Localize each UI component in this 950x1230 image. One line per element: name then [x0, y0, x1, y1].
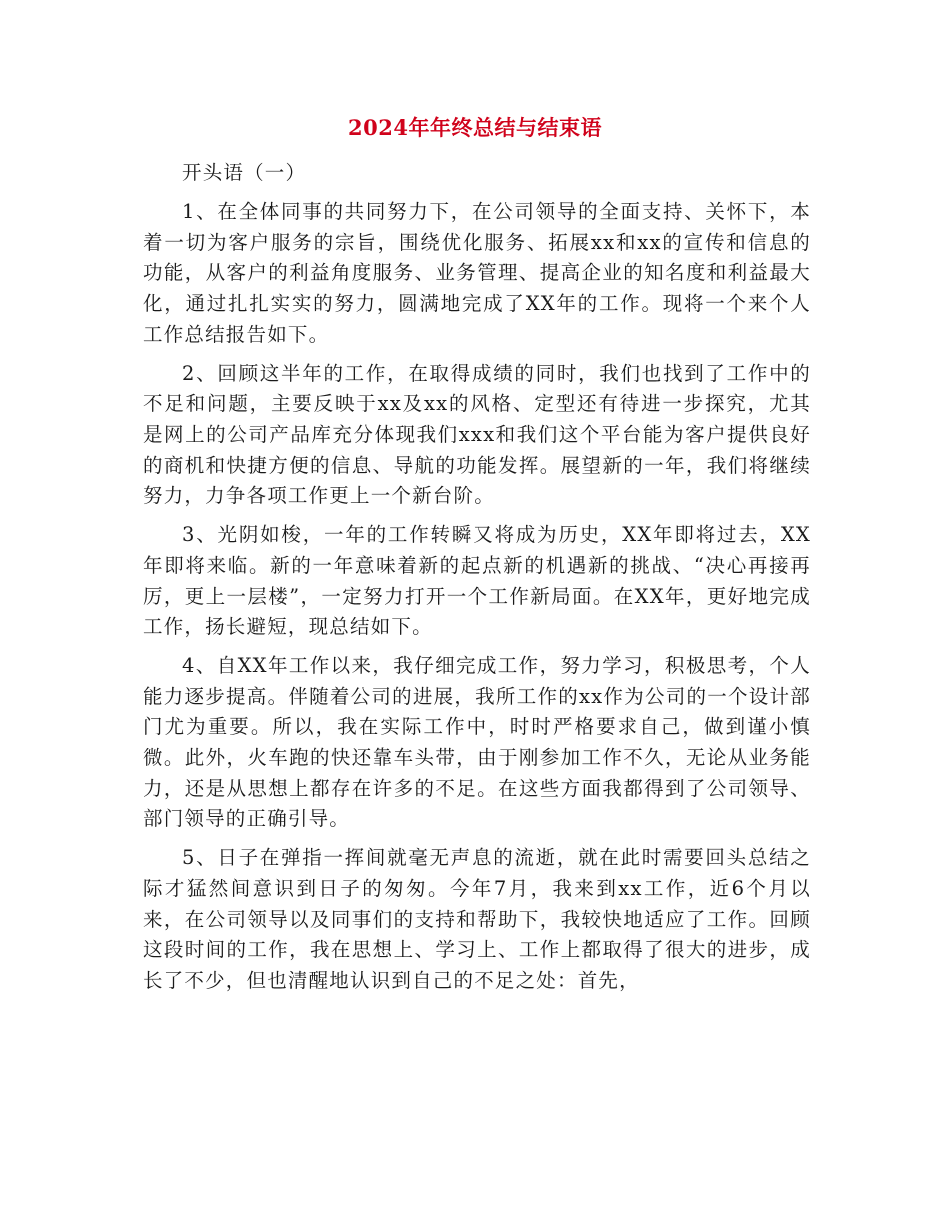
paragraph-3: 3、光阴如梭，一年的工作转瞬又将成为历史，XX年即将过去，XX年即将来临。新的一年意味着新的起点新的机遇新的挑战、“决心再接再厉，更上一层楼”，一定努力打开一个工作新局面。在XX年，更好地完成工作，扬长避短，现总结如下。 [143, 523, 811, 639]
paragraph-5: 5、日子在弹指一挥间就毫无声息的流逝，就在此时需要回头总结之际才猛然间意识到日子的匆匆。今年7月，我来到xx工作，近6个月以来，在公司领导以及同事们的支持和帮助下，我较快地适应了工作。回顾这段时间的工作，我在思想上、学习上、工作上都取得了很大的进步，成长了不少，但也清醒地认识到自己的不足之处：首先， [143, 846, 811, 992]
document-body [143, 158, 811, 1005]
paragraph-2: 2、回顾这半年的工作，在取得成绩的同时，我们也找到了工作中的不足和问题，主要反映于xx及xx的风格、定型还有待进一步探究，尤其是网上的公司产品库充分体现我们xxx和我们这个平台能为客户提供良好的商机和快捷方便的信息、导航的功能发挥。展望新的一年，我们将继续努力，力争各项工作更上一个新台阶。 [143, 361, 811, 508]
document-title: 2024年年终总结与结束语 [348, 115, 602, 140]
section-heading: 开头语（一） [182, 161, 307, 184]
paragraph-4: 4、自XX年工作以来，我仔细完成工作，努力学习，积极思考，个人能力逐步提高。伴随着公司的进展，我所工作的xx作为公司的一个设计部门尤为重要。所以，我在实际工作中，时时严格要求自己，做到谨小慎微。此外，火车跑的快还靠车头带，由于刚参加工作不久，无论从业务能力，还是从思想上都存在许多的不足。在这些方面我都得到了公司领导、部门领导的正确引导。 [143, 654, 811, 831]
paragraph-1: 1、在全体同事的共同努力下，在公司领导的全面支持、关怀下，本着一切为客户服务的宗旨，围绕优化服务、拓展xx和xx的宣传和信息的功能，从客户的利益角度服务、业务管理、提高企业的知名度和利益最大化，通过扎扎实实的努力，圆满地完成了XX年的工作。现将一个来个人工作总结报告如下。 [143, 200, 811, 346]
